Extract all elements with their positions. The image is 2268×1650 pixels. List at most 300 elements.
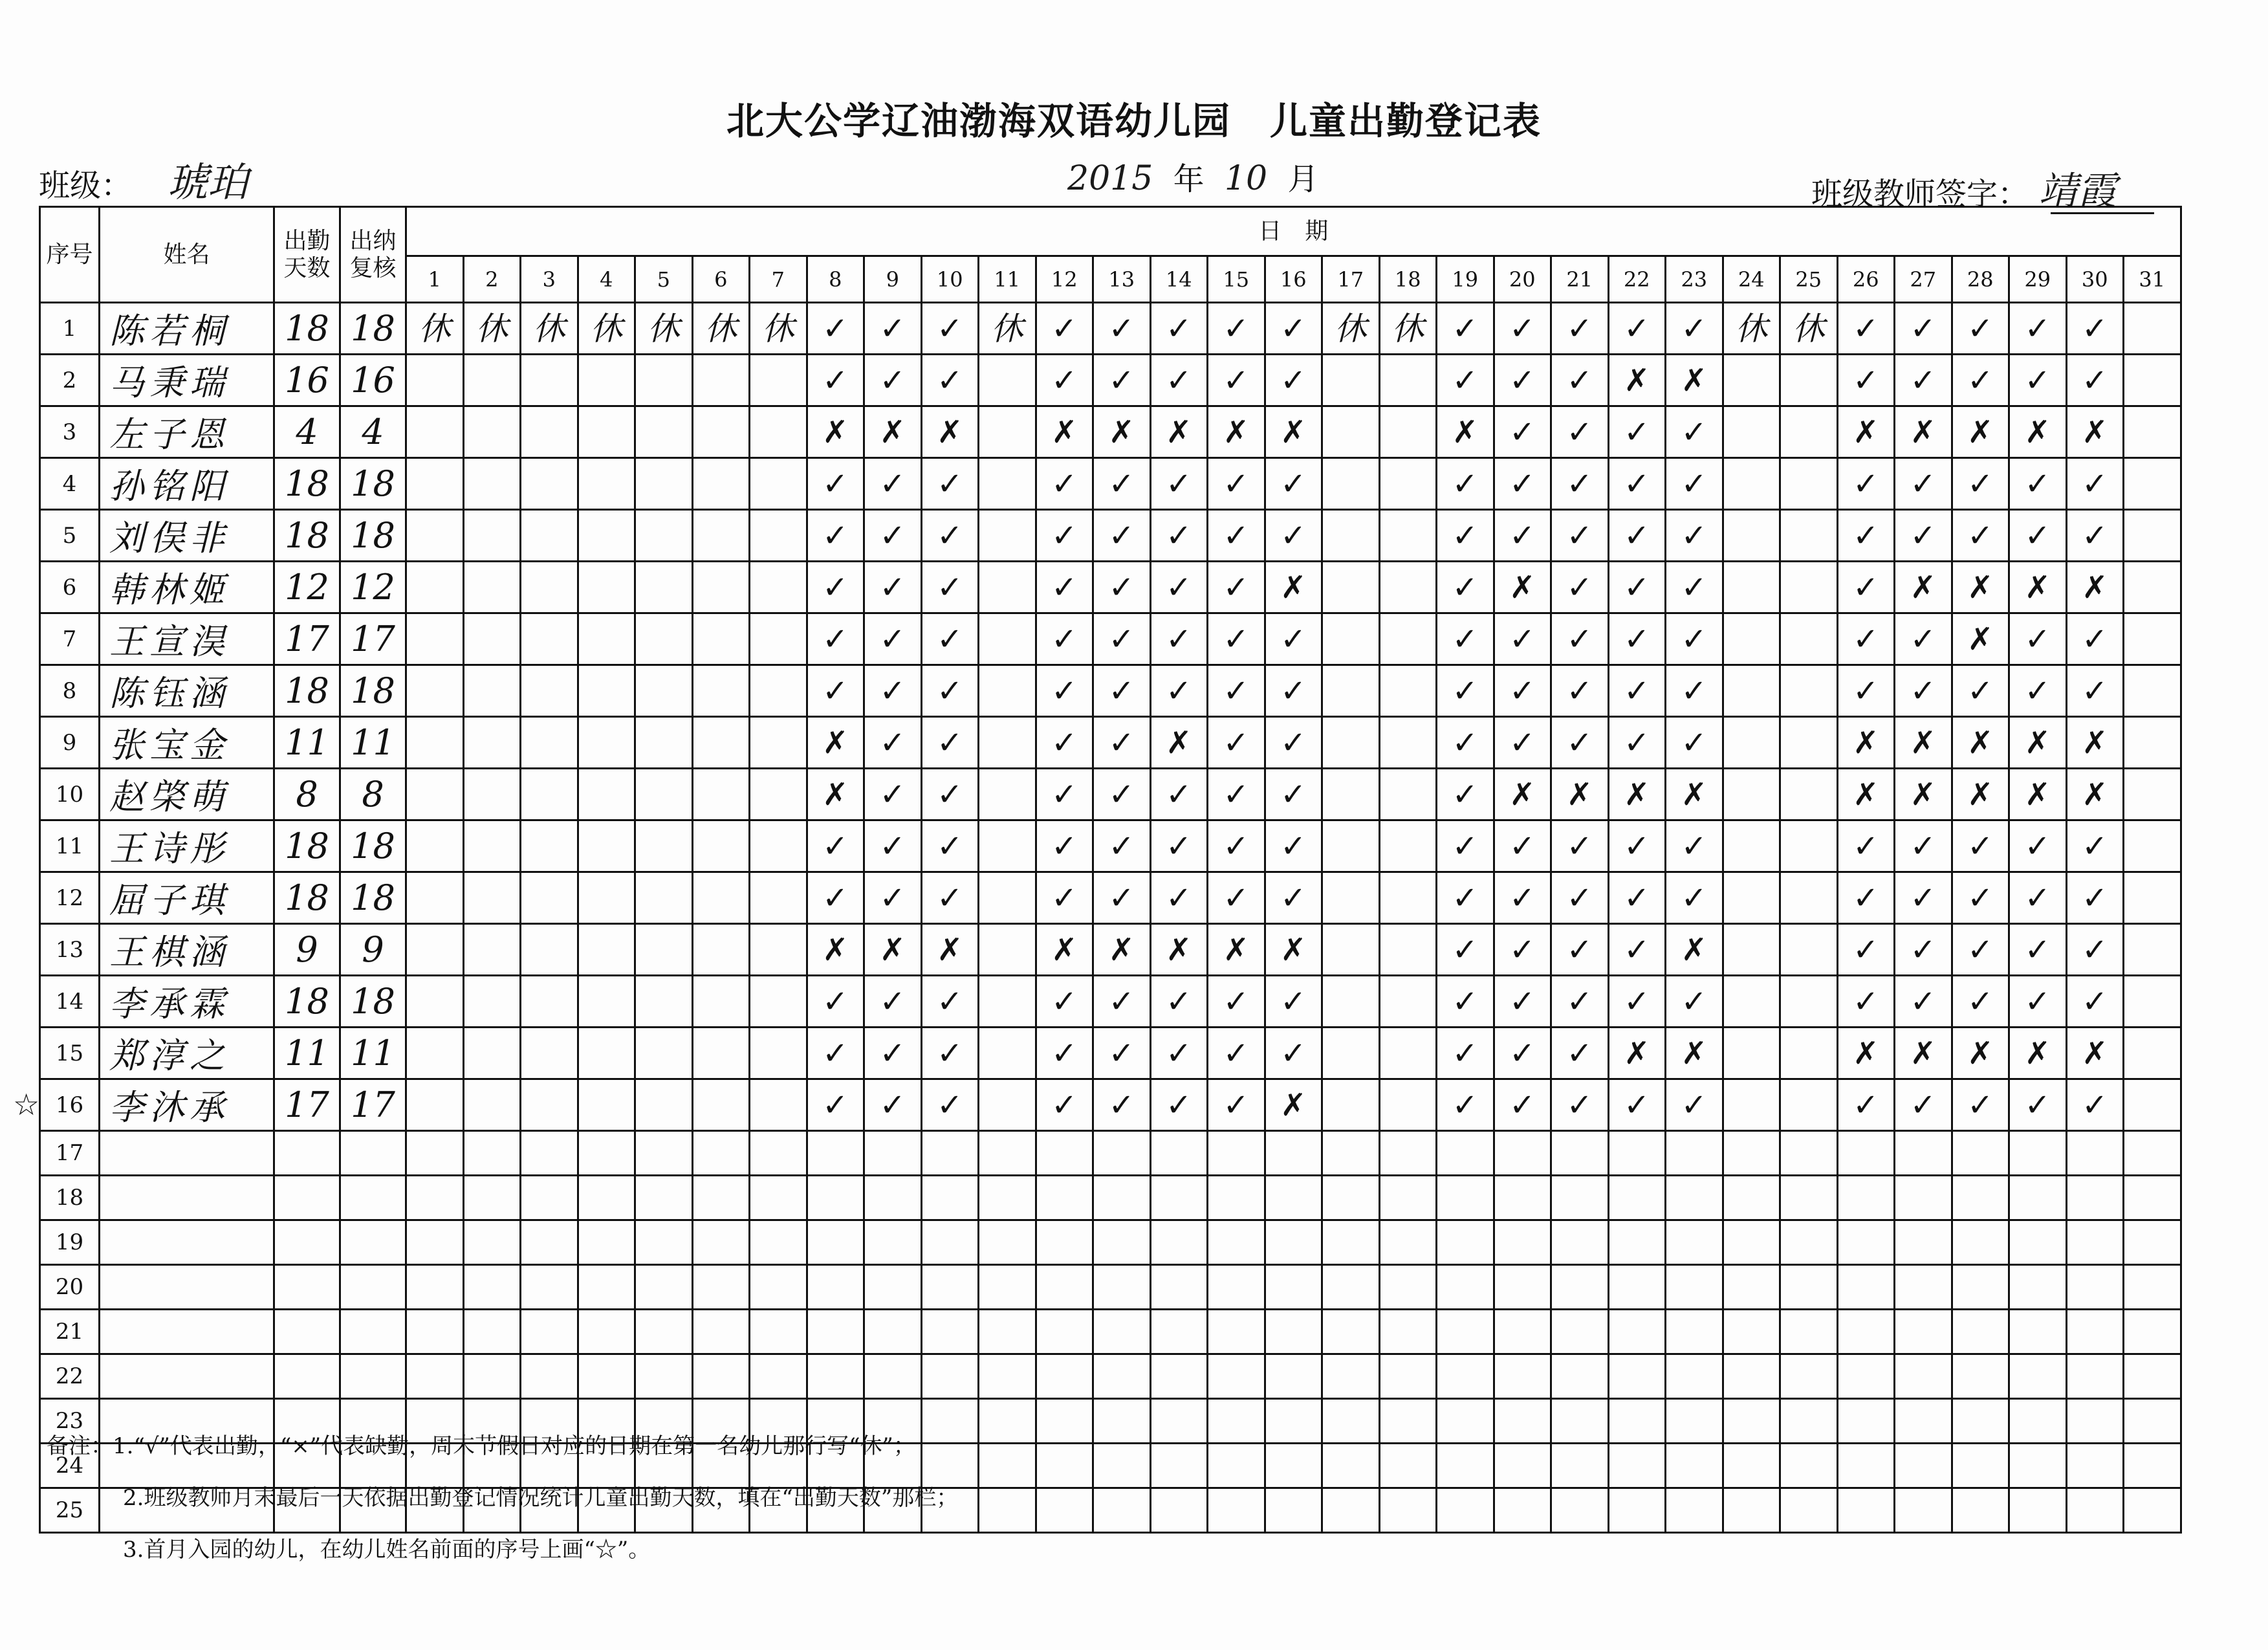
- attendance-mark: [1780, 1310, 1838, 1354]
- attendance-mark: [1723, 406, 1780, 458]
- student-name: 郑淳之: [100, 1028, 274, 1079]
- row-seq: 9: [40, 717, 100, 769]
- attendance-mark: [692, 1131, 750, 1176]
- attendance-mark: ✗: [921, 406, 979, 458]
- attendance-mark: 休: [635, 303, 693, 355]
- attend-days-value: 18: [274, 820, 340, 872]
- table-row: [40, 1176, 2181, 1220]
- row-seq: 24: [40, 1444, 100, 1488]
- review-value: 8: [340, 769, 406, 820]
- attendance-mark: ✗: [1895, 769, 1952, 820]
- attendance-mark: [1780, 924, 1838, 976]
- attendance-mark: [1093, 1131, 1151, 1176]
- attendance-mark: ✓: [921, 562, 979, 613]
- attendance-mark: [2009, 1310, 2067, 1354]
- attendance-mark: ✓: [1608, 613, 1666, 665]
- attendance-mark: [578, 1310, 635, 1354]
- attendance-mark: [1322, 1444, 1380, 1488]
- attendance-mark: ✓: [1150, 769, 1208, 820]
- attendance-mark: ✗: [1265, 406, 1322, 458]
- attendance-mark: [1666, 1444, 1723, 1488]
- attendance-mark: ✗: [1150, 924, 1208, 976]
- attendance-mark: ✓: [1208, 769, 1265, 820]
- attendance-mark: [1723, 1488, 1780, 1533]
- attendance-mark: [1780, 820, 1838, 872]
- day-header-13: 13: [1093, 256, 1151, 303]
- attendance-mark: ✓: [807, 1028, 864, 1079]
- attendance-mark: [1723, 355, 1780, 406]
- attendance-mark: [979, 665, 1036, 717]
- attendance-mark: [979, 976, 1036, 1028]
- attendance-mark: ✓: [1837, 562, 1895, 613]
- table-row: [40, 303, 2181, 355]
- attendance-mark: ✓: [1093, 458, 1151, 510]
- attendance-mark: [521, 355, 578, 406]
- attendance-mark: [1895, 1176, 1952, 1220]
- attendance-mark: [1666, 1488, 1723, 1533]
- attendance-mark: [1379, 613, 1437, 665]
- attendance-mark: [1551, 1310, 1609, 1354]
- attendance-mark: [1551, 1176, 1609, 1220]
- attendance-mark: [1952, 1310, 2009, 1354]
- attendance-mark: ✗: [1150, 717, 1208, 769]
- attendance-mark: ✗: [1895, 562, 1952, 613]
- attendance-mark: [1437, 1444, 1494, 1488]
- attendance-mark: [1608, 1310, 1666, 1354]
- attendance-mark: [692, 562, 750, 613]
- review-value: 18: [340, 458, 406, 510]
- day-header-6: 6: [692, 256, 750, 303]
- attendance-mark: [750, 820, 807, 872]
- attendance-mark: [578, 717, 635, 769]
- attendance-mark: ✓: [1208, 562, 1265, 613]
- attendance-mark: [979, 924, 1036, 976]
- attendance-mark: [578, 458, 635, 510]
- attendance-mark: [463, 872, 521, 924]
- attendance-mark: [521, 924, 578, 976]
- attendance-mark: [692, 872, 750, 924]
- review-value: 17: [340, 613, 406, 665]
- attendance-mark: ✓: [807, 458, 864, 510]
- attendance-mark: [2124, 1354, 2181, 1399]
- attendance-mark: [406, 510, 464, 562]
- attendance-mark: ✓: [1494, 820, 1551, 872]
- attendance-mark: [1723, 1079, 1780, 1131]
- attendance-mark: [1036, 1444, 1093, 1488]
- attendance-mark: ✗: [1666, 355, 1723, 406]
- attendance-mark: [1208, 1176, 1265, 1220]
- attendance-mark: [1895, 1354, 1952, 1399]
- attendance-mark: ✗: [1150, 406, 1208, 458]
- attendance-mark: [1551, 1265, 1609, 1310]
- attendance-mark: [1723, 1265, 1780, 1310]
- student-name: 王棋涵: [100, 924, 274, 976]
- attendance-mark: [1379, 1079, 1437, 1131]
- attendance-mark: [1837, 1310, 1895, 1354]
- attendance-mark: ✓: [1093, 1079, 1151, 1131]
- attendance-mark: [979, 1444, 1036, 1488]
- attendance-mark: 休: [578, 303, 635, 355]
- attend-days-value: 18: [274, 510, 340, 562]
- attendance-mark: [1093, 1310, 1151, 1354]
- attend-days-value: 4: [274, 406, 340, 458]
- attendance-mark: ✗: [1608, 355, 1666, 406]
- attendance-mark: [807, 1131, 864, 1176]
- attendance-mark: [1608, 1444, 1666, 1488]
- attendance-mark: ✓: [1036, 717, 1093, 769]
- attendance-mark: [1093, 1176, 1151, 1220]
- student-name: 陈若桐: [100, 303, 274, 355]
- attendance-mark: [1322, 1399, 1380, 1444]
- attendance-mark: [1208, 1399, 1265, 1444]
- attendance-mark: [1379, 769, 1437, 820]
- attendance-mark: [1608, 1131, 1666, 1176]
- attendance-mark: [692, 510, 750, 562]
- student-name: 马秉瑞: [100, 355, 274, 406]
- attendance-mark: [463, 1265, 521, 1310]
- attendance-mark: [2124, 355, 2181, 406]
- attendance-mark: [406, 820, 464, 872]
- attendance-mark: ✓: [1895, 924, 1952, 976]
- attendance-mark: [521, 665, 578, 717]
- attendance-mark: [1494, 1131, 1551, 1176]
- table-row: [40, 1220, 2181, 1265]
- day-header-7: 7: [750, 256, 807, 303]
- attendance-mark: [1379, 717, 1437, 769]
- attendance-mark: ✓: [1551, 1028, 1609, 1079]
- attendance-mark: ✓: [1208, 458, 1265, 510]
- attendance-mark: [2124, 1131, 2181, 1176]
- attendance-mark: ✓: [1837, 976, 1895, 1028]
- row-seq: 11: [40, 820, 100, 872]
- attendance-mark: [1666, 1265, 1723, 1310]
- attendance-mark: ✓: [2066, 613, 2124, 665]
- attendance-mark: [2124, 613, 2181, 665]
- attendance-mark: ✓: [1093, 717, 1151, 769]
- attendance-mark: ✓: [807, 665, 864, 717]
- attendance-mark: [1780, 1354, 1838, 1399]
- attendance-mark: ✗: [2009, 717, 2067, 769]
- attendance-mark: ✗: [1895, 406, 1952, 458]
- attendance-mark: [578, 355, 635, 406]
- attendance-mark: [750, 717, 807, 769]
- attendance-mark: [1837, 1176, 1895, 1220]
- attendance-mark: [635, 613, 693, 665]
- attendance-mark: [2009, 1488, 2067, 1533]
- attend-days-value: [274, 1131, 340, 1176]
- attendance-mark: [1036, 1310, 1093, 1354]
- table-row: [40, 458, 2181, 510]
- attendance-mark: [1036, 1220, 1093, 1265]
- attendance-mark: ✓: [2066, 355, 2124, 406]
- attendance-mark: [1437, 1220, 1494, 1265]
- attendance-mark: [1150, 1488, 1208, 1533]
- attendance-mark: [807, 1176, 864, 1220]
- attendance-mark: ✓: [2009, 1079, 2067, 1131]
- attendance-mark: ✓: [1036, 458, 1093, 510]
- attendance-mark: ✗: [807, 406, 864, 458]
- attendance-mark: [463, 458, 521, 510]
- attendance-mark: [635, 562, 693, 613]
- attendance-mark: ✓: [1666, 510, 1723, 562]
- attendance-mark: ✓: [1494, 976, 1551, 1028]
- attendance-mark: ✓: [1036, 613, 1093, 665]
- attendance-mark: [1723, 1444, 1780, 1488]
- attendance-mark: ✓: [1551, 1079, 1609, 1131]
- header-date: 日 期: [406, 207, 2181, 256]
- attendance-mark: ✓: [1265, 717, 1322, 769]
- attendance-mark: ✗: [1837, 1028, 1895, 1079]
- attendance-mark: ✓: [1494, 924, 1551, 976]
- attendance-mark: [2009, 1265, 2067, 1310]
- attendance-mark: [1780, 769, 1838, 820]
- attendance-mark: [807, 1310, 864, 1354]
- student-name: 李沐承: [100, 1079, 274, 1131]
- review-value: 17: [340, 1079, 406, 1131]
- attendance-mark: ✓: [864, 665, 922, 717]
- row-seq: 10: [40, 769, 100, 820]
- attendance-mark: [635, 665, 693, 717]
- student-name: 李承霖: [100, 976, 274, 1028]
- attendance-mark: [750, 769, 807, 820]
- attendance-mark: ✓: [1036, 976, 1093, 1028]
- table-row: [40, 820, 2181, 872]
- attendance-mark: ✓: [1150, 665, 1208, 717]
- attendance-mark: [1895, 1310, 1952, 1354]
- attendance-mark: ✓: [1895, 613, 1952, 665]
- attendance-mark: [406, 1131, 464, 1176]
- attendance-mark: [406, 1354, 464, 1399]
- attendance-mark: [1379, 665, 1437, 717]
- attendance-mark: ✓: [1666, 872, 1723, 924]
- attendance-mark: ✗: [2009, 406, 2067, 458]
- attendance-mark: [578, 1354, 635, 1399]
- attendance-mark: ✗: [1608, 769, 1666, 820]
- attendance-mark: ✗: [921, 924, 979, 976]
- attendance-mark: [1322, 613, 1380, 665]
- attendance-mark: [1265, 1444, 1322, 1488]
- attendance-mark: ✓: [2009, 303, 2067, 355]
- attend-days-value: 9: [274, 924, 340, 976]
- attendance-mark: ✓: [1895, 1079, 1952, 1131]
- attendance-mark: ✓: [1952, 458, 2009, 510]
- attendance-mark: [1265, 1220, 1322, 1265]
- attend-days-value: [274, 1176, 340, 1220]
- attendance-mark: 休: [463, 303, 521, 355]
- attendance-mark: ✓: [1952, 303, 2009, 355]
- attendance-mark: [1837, 1220, 1895, 1265]
- attendance-mark: ✓: [864, 613, 922, 665]
- attendance-mark: ✓: [1494, 303, 1551, 355]
- attendance-mark: ✓: [807, 820, 864, 872]
- attendance-mark: ✓: [1036, 1079, 1093, 1131]
- attendance-mark: ✓: [2009, 665, 2067, 717]
- attendance-mark: ✓: [2009, 924, 2067, 976]
- attendance-mark: ✓: [1437, 562, 1494, 613]
- table-row: [40, 1028, 2181, 1079]
- attendance-mark: [864, 1220, 922, 1265]
- attendance-mark: [979, 1028, 1036, 1079]
- attendance-mark: ✓: [921, 717, 979, 769]
- attendance-mark: [635, 872, 693, 924]
- attendance-mark: [979, 355, 1036, 406]
- attendance-mark: [1322, 1131, 1380, 1176]
- attendance-mark: ✓: [2066, 872, 2124, 924]
- attendance-mark: [463, 1354, 521, 1399]
- attendance-mark: ✗: [1666, 769, 1723, 820]
- attendance-mark: [463, 562, 521, 613]
- attendance-mark: [1952, 1399, 2009, 1444]
- attendance-mark: [750, 406, 807, 458]
- attendance-mark: [1723, 1176, 1780, 1220]
- attendance-mark: [1608, 1220, 1666, 1265]
- attendance-mark: ✓: [807, 1079, 864, 1131]
- attendance-mark: ✗: [1952, 406, 2009, 458]
- note-line-1: 备注：1.“√”代表出勤，“×”代表缺勤，周末节假日对应的日期在第一名幼儿那行写“休”；: [47, 1433, 915, 1459]
- day-header-8: 8: [807, 256, 864, 303]
- attendance-mark: ✓: [1494, 665, 1551, 717]
- attendance-mark: ✓: [1952, 820, 2009, 872]
- attendance-mark: [406, 1220, 464, 1265]
- attendance-mark: [692, 355, 750, 406]
- attendance-mark: ✗: [1093, 406, 1151, 458]
- day-header-12: 12: [1036, 256, 1093, 303]
- attendance-rows: [40, 303, 2181, 1533]
- attendance-mark: ✓: [921, 355, 979, 406]
- attendance-mark: ✓: [1608, 717, 1666, 769]
- attendance-mark: [1837, 1354, 1895, 1399]
- attendance-mark: [979, 1399, 1036, 1444]
- attendance-mark: [463, 717, 521, 769]
- attendance-mark: [979, 872, 1036, 924]
- attendance-mark: [635, 1354, 693, 1399]
- attendance-mark: [406, 1265, 464, 1310]
- attendance-mark: [692, 458, 750, 510]
- attendance-mark: ✗: [1036, 406, 1093, 458]
- attendance-mark: ✗: [1895, 1028, 1952, 1079]
- attendance-mark: [1036, 1131, 1093, 1176]
- attendance-mark: [521, 1354, 578, 1399]
- attendance-mark: [1208, 1354, 1265, 1399]
- day-header-23: 23: [1666, 256, 1723, 303]
- attendance-mark: [635, 976, 693, 1028]
- attend-days-value: 18: [274, 458, 340, 510]
- attendance-mark: [1780, 872, 1838, 924]
- attendance-mark: [2066, 1354, 2124, 1399]
- attendance-mark: ✗: [1952, 1028, 2009, 1079]
- attendance-mark: [1322, 1079, 1380, 1131]
- attendance-mark: [521, 820, 578, 872]
- attendance-mark: ✓: [1150, 1028, 1208, 1079]
- attendance-mark: ✓: [1437, 1028, 1494, 1079]
- attendance-mark: ✗: [2009, 562, 2067, 613]
- attendance-mark: ✗: [1837, 717, 1895, 769]
- attendance-mark: [521, 1028, 578, 1079]
- attendance-mark: ✓: [1208, 613, 1265, 665]
- attendance-mark: [1723, 1310, 1780, 1354]
- attendance-mark: ✓: [2009, 976, 2067, 1028]
- attendance-mark: [1322, 820, 1380, 872]
- attendance-mark: ✓: [2009, 458, 2067, 510]
- attendance-mark: [1780, 562, 1838, 613]
- row-seq: 6: [40, 562, 100, 613]
- attendance-mark: [692, 1354, 750, 1399]
- attendance-mark: [921, 1310, 979, 1354]
- attendance-mark: [463, 665, 521, 717]
- attendance-mark: ✓: [1494, 717, 1551, 769]
- attendance-mark: [406, 458, 464, 510]
- day-header-17: 17: [1322, 256, 1380, 303]
- table-row: [40, 406, 2181, 458]
- attendance-mark: [692, 924, 750, 976]
- attendance-mark: ✓: [1150, 303, 1208, 355]
- attendance-mark: [2124, 1265, 2181, 1310]
- attend-days-value: 11: [274, 1028, 340, 1079]
- day-header-26: 26: [1837, 256, 1895, 303]
- class-field: [39, 150, 248, 208]
- attendance-mark: [979, 769, 1036, 820]
- review-value: 18: [340, 872, 406, 924]
- attendance-mark: ✓: [864, 976, 922, 1028]
- attendance-mark: [463, 976, 521, 1028]
- attendance-mark: [750, 1265, 807, 1310]
- attendance-mark: [635, 355, 693, 406]
- attendance-mark: [1322, 562, 1380, 613]
- attendance-mark: [2124, 820, 2181, 872]
- day-header-22: 22: [1608, 256, 1666, 303]
- attendance-mark: ✓: [1265, 355, 1322, 406]
- attendance-mark: 休: [692, 303, 750, 355]
- attendance-mark: [1093, 1488, 1151, 1533]
- attendance-mark: [692, 665, 750, 717]
- attendance-mark: ✗: [1265, 924, 1322, 976]
- attendance-mark: ✓: [1608, 924, 1666, 976]
- attendance-mark: ✗: [1952, 717, 2009, 769]
- attendance-mark: [2124, 406, 2181, 458]
- attendance-mark: [1780, 1488, 1838, 1533]
- attendance-mark: [1780, 1176, 1838, 1220]
- attendance-mark: ✓: [1208, 872, 1265, 924]
- attendance-mark: [406, 1310, 464, 1354]
- attendance-mark: ✓: [2009, 872, 2067, 924]
- attendance-mark: ✓: [1437, 976, 1494, 1028]
- attendance-mark: ✓: [1036, 1028, 1093, 1079]
- review-value: [340, 1176, 406, 1220]
- school-name: 北大公学辽油渤海双语幼儿园: [726, 99, 1231, 143]
- attendance-mark: ✓: [1208, 1028, 1265, 1079]
- attendance-mark: ✓: [1608, 976, 1666, 1028]
- attendance-mark: [1723, 1131, 1780, 1176]
- row-seq: 8: [40, 665, 100, 717]
- attendance-mark: [2066, 1220, 2124, 1265]
- attendance-mark: [1208, 1131, 1265, 1176]
- attendance-mark: ✓: [1150, 562, 1208, 613]
- attendance-mark: [1379, 1310, 1437, 1354]
- attendance-mark: [1265, 1131, 1322, 1176]
- attendance-mark: [635, 1265, 693, 1310]
- attendance-mark: [521, 562, 578, 613]
- attendance-mark: ✓: [1093, 976, 1151, 1028]
- attendance-mark: [2124, 1444, 2181, 1488]
- attendance-mark: [1895, 1220, 1952, 1265]
- day-header-15: 15: [1208, 256, 1265, 303]
- attendance-mark: ✓: [1150, 510, 1208, 562]
- attendance-mark: [2066, 1399, 2124, 1444]
- attendance-mark: ✓: [1551, 562, 1609, 613]
- attendance-mark: ✓: [1036, 820, 1093, 872]
- teacher-label: 班级教师签字：: [1811, 176, 2029, 212]
- attendance-mark: ✓: [1208, 303, 1265, 355]
